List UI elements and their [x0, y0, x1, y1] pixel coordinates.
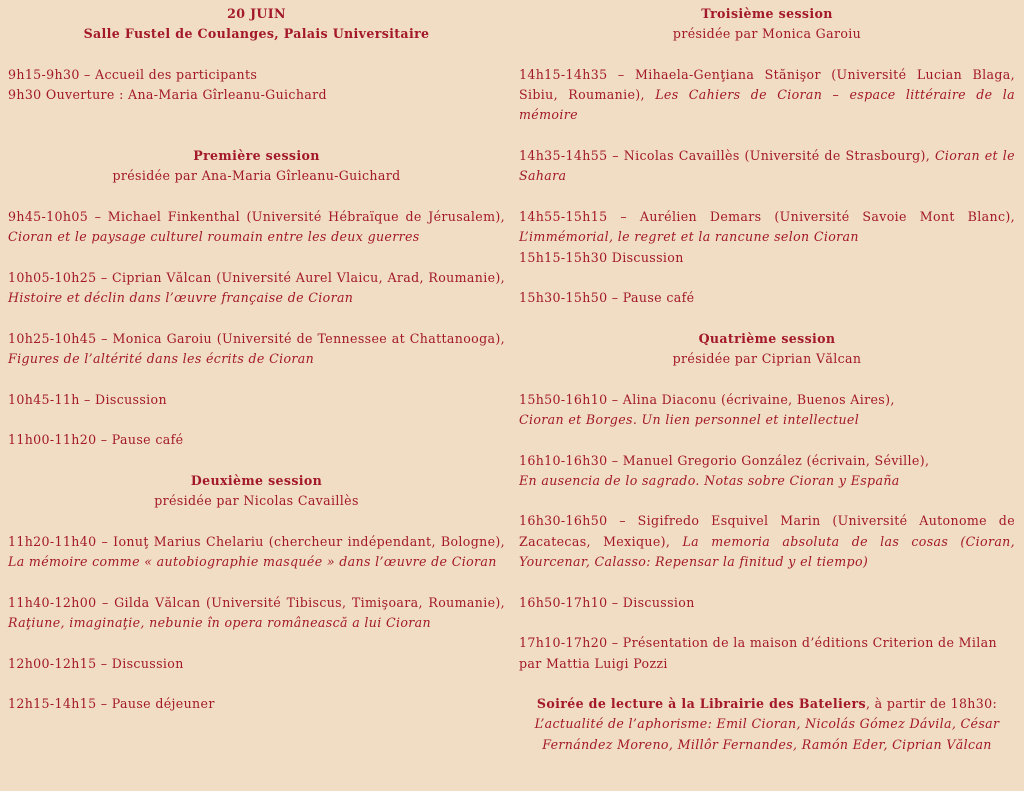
- session-chair: présidée par Ciprian Vălcan: [672, 351, 862, 367]
- item-work: Cioran et Borges. Un lien personnel et intellectuel: [519, 411, 860, 427]
- item-work: Figures de l’altérité dans les écrits de Cioran: [8, 351, 315, 367]
- session-title: Première session: [193, 148, 320, 164]
- program-item: [8, 532, 505, 573]
- session-title: Deuxième session: [190, 472, 323, 488]
- day-date: 20 JUIN: [227, 6, 286, 21]
- opening-line: 9h30 Ouverture : Ana-Maria Gîrleanu-Guichard: [8, 87, 327, 103]
- item-lead: 14h55-15h15 – Aurélien Demars (Université Savoie Mont Blanc),: [519, 208, 1015, 224]
- welcome-line: 9h15-9h30 – Accueil des participants: [8, 66, 258, 82]
- session-title: Troisième session: [701, 6, 833, 21]
- program-item: [8, 593, 505, 634]
- program-item: 15h30-15h50 – Pause café: [519, 290, 695, 306]
- item-lead: 11h20-11h40 – Ionuţ Marius Chelariu (chercheur indépendant, Bologne),: [8, 533, 505, 549]
- program-item: 12h15-14h15 – Pause déjeuner: [8, 696, 215, 712]
- item-lead: 10h05-10h25 – Ciprian Vălcan (Université Aurel Vlaicu, Arad, Roumanie),: [8, 269, 505, 285]
- program-item: 16h50-17h10 – Discussion: [519, 594, 695, 610]
- item-work: La mémoire comme « autobiographie masquée » dans l’œuvre de Cioran: [8, 554, 497, 570]
- session-title: Quatrième session: [698, 330, 836, 346]
- item-work: Les Cahiers de Cioran – espace littéraire de la mémoire: [519, 87, 1016, 123]
- program-item: 11h00-11h20 – Pause café: [8, 432, 184, 448]
- program-item: 17h10-17h20 – Présentation de la maison d’éditions Criterion de Milan par Mattia Luigi Pozzi: [519, 635, 997, 671]
- item-lead: 10h25-10h45 – Monica Garoiu (Université de Tennessee at Chattanooga),: [8, 330, 505, 346]
- evening-readings: L’actualité de l’aphorisme: Emil Cioran, Nicolás Gómez Dávila, César Fernández Moreno, Millôr Fernandes, Ramón Eder, Ciprian Vălcan: [534, 716, 1000, 752]
- program-item: [519, 511, 1015, 572]
- item-lead: 15h50-16h10 – Alina Diaconu (écrivaine, Buenos Aires),: [519, 391, 895, 407]
- evening-time: , à partir de 18h30:: [865, 696, 998, 712]
- program-item: [519, 65, 1015, 126]
- item-work: La memoria absoluta de las cosas (Cioran, Yourcenar, Calasso: Repensar la finitud y el tiempo): [519, 533, 1016, 570]
- session-chair: présidée par Nicolas Cavaillès: [154, 493, 359, 509]
- item-work: En ausencia de lo sagrado. Notas sobre Cioran y España: [519, 472, 900, 488]
- right-column: [519, 4, 1015, 755]
- item-work: Raţiune, imaginaţie, nebunie în opera românească a lui Cioran: [8, 614, 431, 630]
- program-item: [519, 390, 1015, 431]
- venue: Salle Fustel de Coulanges, Palais Universitaire: [83, 26, 430, 42]
- program-item: [519, 207, 1015, 248]
- program-item: [8, 207, 505, 248]
- program-item: 15h15-15h30 Discussion: [519, 249, 684, 265]
- left-column: [8, 4, 505, 735]
- session-chair: présidée par Monica Garoiu: [672, 26, 862, 42]
- item-lead: 14h15-14h35 – Mihaela-Genţiana Stănişor (Université Lucian Blaga, Sibiu, Roumanie),: [519, 66, 1015, 103]
- item-lead: 9h45-10h05 – Michael Finkenthal (Université Hébraïque de Jérusalem),: [8, 208, 505, 224]
- item-work: Cioran et le paysage culturel roumain entre les deux guerres: [8, 229, 420, 245]
- item-work: Histoire et déclin dans l’œuvre française de Cioran: [8, 290, 354, 306]
- item-lead: 16h10-16h30 – Manuel Gregorio González (écrivain, Séville),: [519, 452, 930, 468]
- item-lead: 16h30-16h50 – Sigifredo Esquivel Marin (Université Autonome de Zacatecas, Mexique),: [519, 513, 1015, 549]
- item-work: L’immémorial, le regret et la rancune selon Cioran: [519, 229, 859, 245]
- program-item: 12h00-12h15 – Discussion: [8, 655, 184, 671]
- session-chair: présidée par Ana-Maria Gîrleanu-Guichard: [112, 168, 401, 184]
- item-lead: 14h35-14h55 – Nicolas Cavaillès (Université de Strasbourg),: [519, 148, 931, 164]
- program-item: 10h45-11h – Discussion: [8, 391, 167, 407]
- program-item: [519, 146, 1015, 187]
- evening-heading: [519, 694, 1015, 714]
- program-item: [519, 451, 1015, 492]
- evening-title: Soirée de lecture à la Librairie des Bateliers: [536, 696, 866, 712]
- item-work: Cioran et le Sahara: [519, 148, 1015, 184]
- item-lead: 11h40-12h00 – Gilda Vălcan (Université Tibiscus, Timişoara, Roumanie),: [8, 594, 505, 610]
- program-item: [8, 329, 505, 370]
- program-item: [8, 268, 505, 309]
